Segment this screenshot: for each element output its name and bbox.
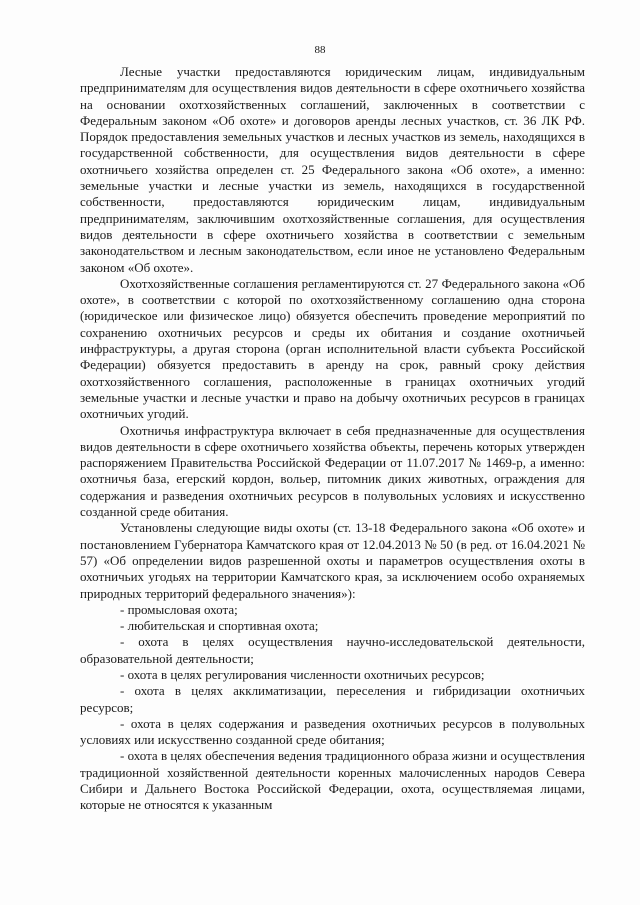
paragraph-hunting-types-intro: Установлены следующие виды охоты (ст. 13-18 Федерального закона «Об охоте» и постановлением Губернатора Камчатского края от 12.04.2013 № 50 (в ред. от 16.04.2021 № 57) «Об определении видов разрешенной охоты и параметров осуществления охоты в охотничьих угодьях на территории Камчатского края, за исключением особо охраняемых природных территорий федерального значения»): bbox=[80, 520, 585, 601]
list-item: - охота в целях осуществления научно-исследовательской деятельности, образовательной деятельности; bbox=[80, 634, 585, 666]
list-item: - охота в целях содержания и разведения охотничьих ресурсов в полувольных условиях или искусственно созданной среде обитания; bbox=[80, 715, 585, 748]
list-item: - охота в целях акклиматизации, переселения и гибридизации охотничьих ресурсов; bbox=[80, 683, 585, 715]
paragraph-hunting-agreements: Охотхозяйственные соглашения регламентируются ст. 27 Федерального закона «Об охоте», в соответствии с которой по охотхозяйственному соглашению одна сторона (юридическое или физическое лицо) обязуется обеспечить проведение мероприятий по сохранению охотничьих ресурсов и среды их обитания и создание охотничьей инфраструктуры, а другая сторона (орган исполнительной власти субъекта Российской Федерации) обязуется предоставить в аренду на срок, равный сроку действия охотхозяйственного соглашения, расположенные в границах охотничьих угодий земельные участки и лесные участки и право на добычу охотничьих ресурсов в границах охотничьих угодий. bbox=[80, 275, 585, 422]
document-body bbox=[80, 64, 585, 814]
list-item: - любительская и спортивная охота; bbox=[120, 618, 319, 634]
paragraph-hunting-infrastructure: Охотничья инфраструктура включает в себя предназначенные для осуществления видов деятельности в сфере охотничьего хозяйства объекты, перечень которых утвержден распоряжением Правительства Российской Федерации от 11.07.2017 № 1469-р, а именно: охотничья база, егерский кордон, вольер, питомник диких животных, ограждения для содержания и разведения охотничьих ресурсов в полувольных условиях и искусственно созданной среде обитания. bbox=[80, 422, 585, 520]
list-item: - охота в целях обеспечения ведения традиционного образа жизни и осуществления традиционной хозяйственной деятельности коренных малочисленных народов Севера Сибири и Дальнего Востока Российской Федерации, охота, осуществляемая лицами, которые не относятся к указанным bbox=[80, 748, 585, 813]
page-number: 88 bbox=[314, 44, 326, 56]
hunting-types-list bbox=[80, 602, 585, 814]
paragraph-forest-plots: Лесные участки предоставляются юридическим лицам, индивидуальным предпринимателям для осуществления видов деятельности в сфере охотничьего хозяйства на основании охотхозяйственных соглашений, заключенных в соответствии с Федеральным законом «Об охоте» и договоров аренды лесных участков, ст. 36 ЛК РФ. Порядок предоставления земельных участков и лесных участков из земель, находящихся в государственной собственности, для осуществления видов деятельности в сфере охотничьего хозяйства определен ст. 25 Федерального закона «Об охоте», а именно: земельные участки и лесные участки из земель, находящихся в государственной собственности, предоставляются юридическим лицам, индивидуальным предпринимателям, заключившим охотхозяйственные соглашения, для осуществления видов деятельности в сфере охотничьего хозяйства в соответствии с земельным законодательством и лесным законодательством, если иное не установлено Федеральным законом «Об охоте». bbox=[80, 64, 585, 275]
list-item: - охота в целях регулирования численности охотничьих ресурсов; bbox=[120, 666, 485, 682]
list-item: - промысловая охота; bbox=[120, 601, 238, 617]
